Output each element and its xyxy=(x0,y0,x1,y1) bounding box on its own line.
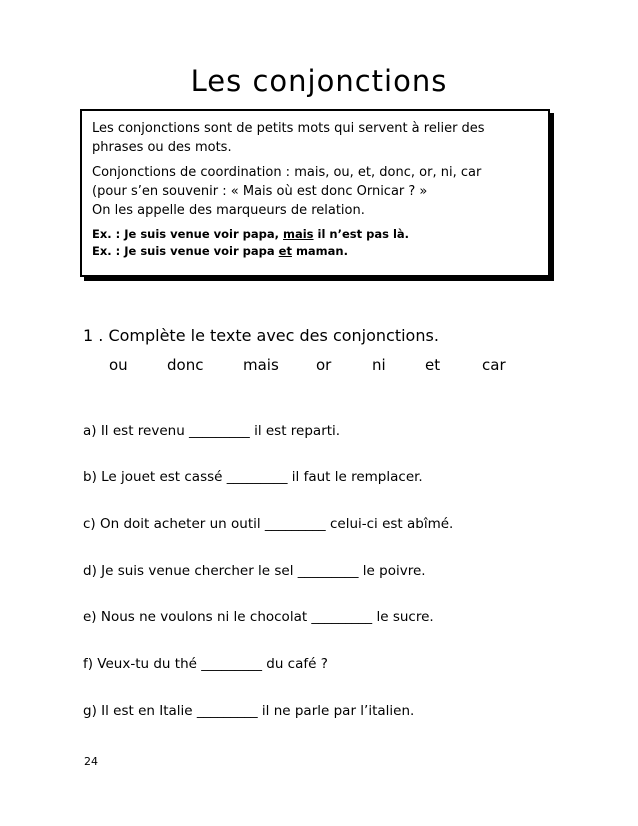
mnemonic: (pour s’en souvenir : « Mais où est donc Ornicar ? » xyxy=(92,184,428,199)
sentence-c: c) On doit acheter un outil _________ celui-ci est abîmé. xyxy=(83,516,454,532)
word-or: or xyxy=(316,356,332,374)
word-donc: donc xyxy=(167,356,204,374)
word-et: et xyxy=(425,356,441,374)
example-1 xyxy=(92,226,538,243)
example-2 xyxy=(92,243,538,260)
example-1-start: Ex. : Je suis venue voir papa, xyxy=(92,227,283,241)
page-number: 24 xyxy=(84,755,98,768)
example-1-keyword: mais xyxy=(283,227,314,241)
coordination-list: Conjonctions de coordination : mais, ou, et, donc, or, ni, car xyxy=(92,165,482,180)
sentence-e: e) Nous ne voulons ni le chocolat _________ le sucre. xyxy=(83,609,434,625)
sentence-f: f) Veux-tu du thé _________ du café ? xyxy=(83,656,328,672)
example-2-keyword: et xyxy=(278,244,292,258)
relation-markers: On les appelle des marqueurs de relation. xyxy=(92,203,365,218)
sentence-b: b) Le jouet est cassé _________ il faut le remplacer. xyxy=(83,469,423,485)
exercise-title: 1 . Complète le texte avec des conjonctions. xyxy=(83,326,439,345)
word-ni: ni xyxy=(372,356,386,374)
definition-text: Les conjonctions sont de petits mots qui servent à relier des phrases ou des mots. xyxy=(92,121,485,155)
coordination-paragraph xyxy=(92,163,538,220)
word-mais: mais xyxy=(243,356,279,374)
example-2-end: maman. xyxy=(291,244,348,258)
example-2-start: Ex. : Je suis venue voir papa xyxy=(92,244,279,258)
sentence-g: g) Il est en Italie _________ il ne parle par l’italien. xyxy=(83,703,415,719)
sentence-a: a) Il est revenu _________ il est reparti. xyxy=(83,423,341,439)
word-bank xyxy=(0,356,638,380)
definition-box xyxy=(80,109,550,277)
page-title: Les conjonctions xyxy=(190,64,448,98)
example-1-end: il n’est pas là. xyxy=(313,227,410,241)
word-car: car xyxy=(482,356,506,374)
word-ou: ou xyxy=(109,356,128,374)
sentence-d: d) Je suis venue chercher le sel _________ le poivre. xyxy=(83,563,426,579)
